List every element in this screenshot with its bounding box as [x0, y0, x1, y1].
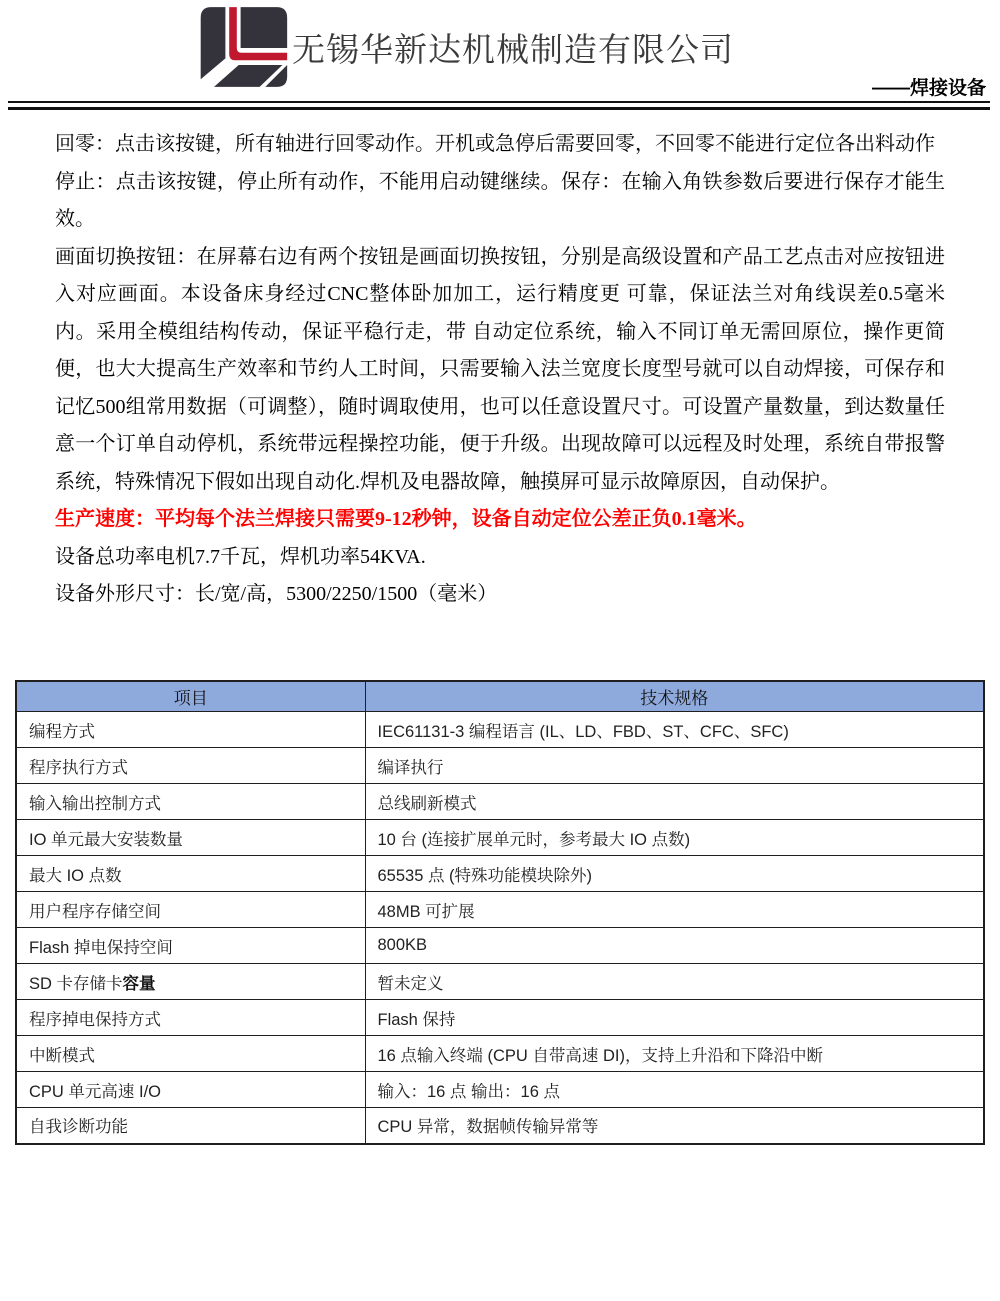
spec-value: 48MB 可扩展: [365, 892, 984, 928]
item-label: 自我诊断功能: [29, 1118, 128, 1137]
page-header: [0, 0, 1000, 112]
item-label: SD 卡存储卡: [29, 974, 123, 993]
spec-value: 16 点输入终端 (CPU 自带高速 DI)，支持上升沿和下降沿中断: [365, 1036, 984, 1072]
table-row: [16, 856, 984, 892]
item-label: CPU 单元高速 I/O: [29, 1082, 162, 1101]
table-row: [16, 1108, 984, 1144]
table-row: SD 卡存储卡容量 暂未定义: [16, 964, 984, 1000]
item-label: 输入输出控制方式: [29, 794, 161, 813]
company-name: 无锡华新达机械制造有限公司: [292, 31, 734, 68]
item-label: 程序执行方式: [29, 758, 128, 777]
para-production-speed: 生产速度：平均每个法兰焊接只需要9-12秒钟，设备自动定位公差正负0.1毫米。: [55, 508, 757, 530]
company-logo-icon: [195, 2, 290, 92]
item-label: 中断模式: [29, 1046, 95, 1065]
item-label: 程序掉电保持方式: [29, 1010, 161, 1029]
item-label: Flash 掉电保持空间: [29, 938, 173, 957]
document-body: [55, 126, 945, 614]
table-row: [16, 820, 984, 856]
col-header-spec: 技术规格: [365, 681, 984, 712]
para-screen-switch-description: 画面切换按钮：在屏幕右边有两个按钮是画面切换按钮，分别是高级设置和产品工艺点击对应按钮进入对应画面。本设备床身经过CNC整体卧加加工，运行精度更 可靠，保证法兰对角线误差0.5毫米内。采用全模组结构传动，保证平稳行走，带 自动定位系统，输入不同订单无需回原位，操作更简便，也大大提高生产效率和节约人工时间，只需要输入法兰宽度长度型号就可以自动焊接，可保存和记忆500组常用数据（可调整），随时调取使用，也可以任意设置尺寸。可设置产量数量，到达数量任意一个订单自动停机，系统带远程操控功能，便于升级。出现故障可以远程及时处理，系统自带报警系统，特殊情况下假如出现自动化.焊机及电器故障，触摸屏可显示故障原因，自动保护。: [55, 245, 945, 493]
equipment-tagline: ——焊接设备: [871, 78, 986, 99]
table-row: [16, 1072, 984, 1108]
spec-value: 10 台 (连接扩展单元时，参考最大 IO 点数): [365, 820, 984, 856]
para-power-spec: 设备总功率电机7.7千瓦，焊机功率54KVA.: [55, 545, 426, 568]
table-row: [16, 748, 984, 784]
spec-value: 总线刷新模式: [365, 784, 984, 820]
item-label: 用户程序存储空间: [29, 902, 161, 921]
col-header-item: 项目: [16, 681, 365, 712]
spec-table-header-row: [16, 681, 984, 712]
spec-table: [15, 680, 985, 1145]
item-label: IO 单元最大安装数量: [29, 830, 184, 849]
table-row: [16, 928, 984, 964]
para-stop-save: 停止：点击该按键，停止所有动作，不能用启动键继续。保存：在输入角铁参数后要进行保存才能生效。: [55, 170, 945, 230]
spec-value: 编译执行: [365, 748, 984, 784]
table-row: [16, 1000, 984, 1036]
table-row: [16, 1036, 984, 1072]
table-row: [16, 712, 984, 748]
para-return-zero: 回零：点击该按键，所有轴进行回零动作。开机或急停后需要回零，不回零不能进行定位各出料动作: [55, 133, 935, 155]
item-label: 编程方式: [29, 722, 95, 741]
table-row: [16, 892, 984, 928]
item-label: 最大 IO 点数: [29, 866, 122, 885]
spec-value: CPU 异常，数据帧传输异常等: [365, 1108, 984, 1144]
spec-value: IEC61131-3 编程语言 (IL、LD、FBD、ST、CFC、SFC): [365, 712, 984, 748]
spec-value: 暂未定义: [365, 964, 984, 1000]
para-dimension-spec: 设备外形尺寸：长/宽/高，5300/2250/1500（毫米）: [55, 583, 498, 605]
spec-value: 800KB: [365, 928, 984, 964]
spec-value: Flash 保持: [365, 1000, 984, 1036]
spec-value: 输入：16 点 输出：16 点: [365, 1072, 984, 1108]
table-row: [16, 784, 984, 820]
header-divider: [8, 101, 990, 110]
spec-value: 65535 点 (特殊功能模块除外): [365, 856, 984, 892]
